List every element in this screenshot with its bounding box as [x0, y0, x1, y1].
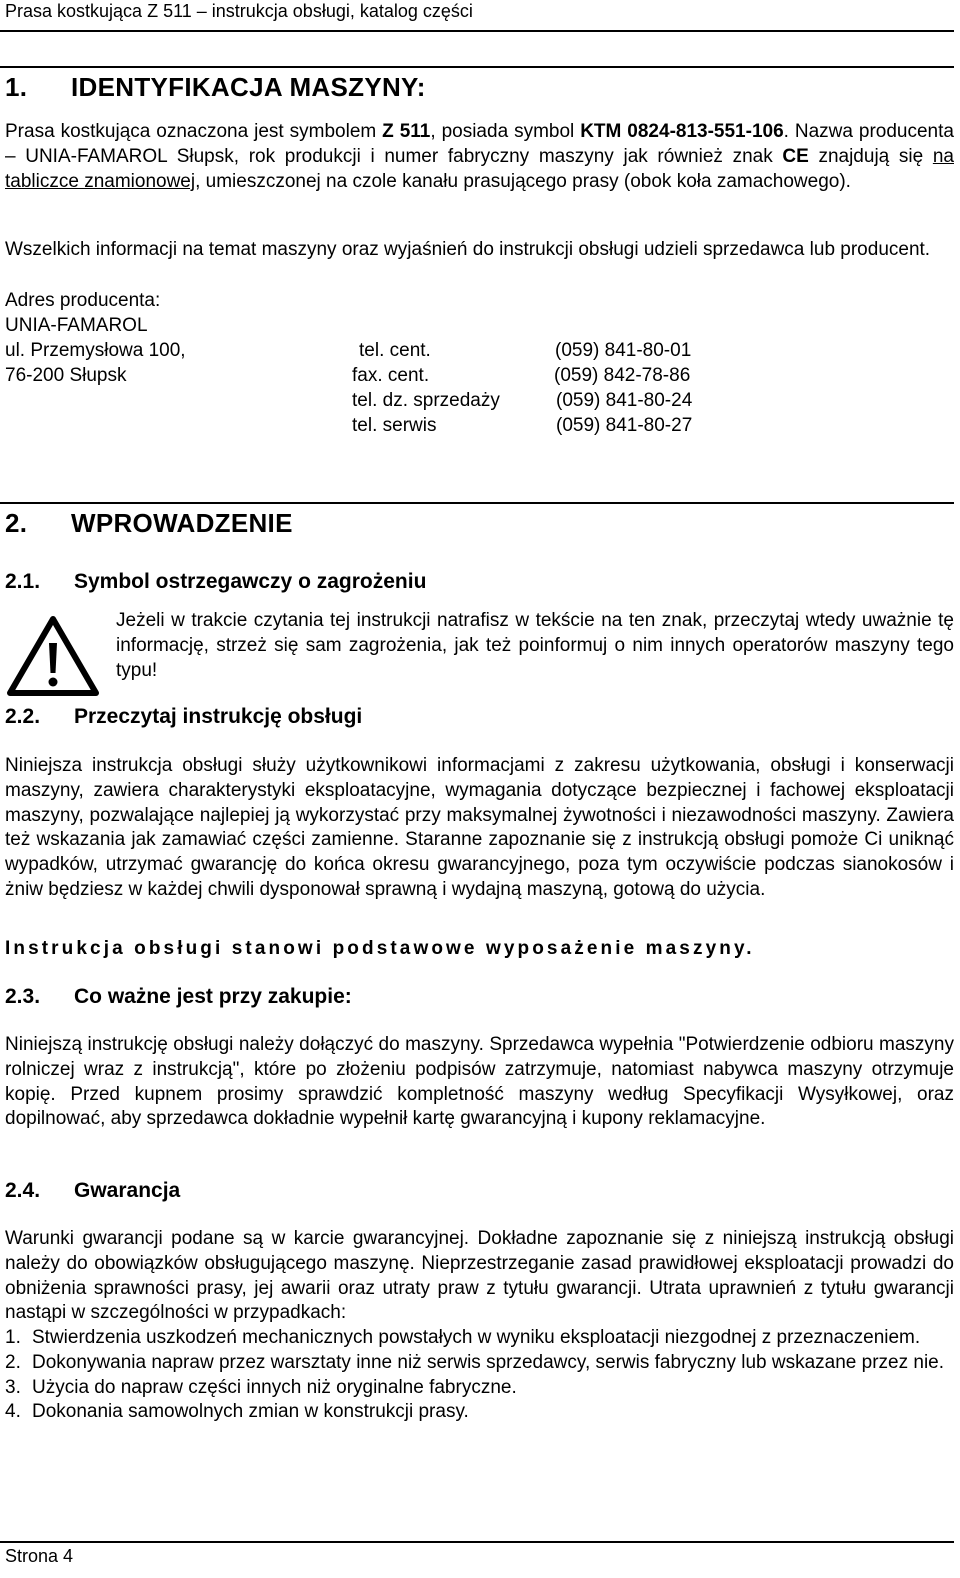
subsection-title: Gwarancja	[74, 1179, 181, 1202]
list-text: Dokonywania napraw przez warsztaty inne niż serwis sprzedawcy, serwis fabryczny lub wskazane przez nie.	[32, 1351, 945, 1373]
list-text: Dokonania samowolnych zmian w konstrukcji prasy.	[32, 1401, 469, 1423]
underlined-text: na tabliczce znamionowej	[5, 145, 954, 192]
warning-triangle-icon	[6, 615, 100, 697]
header-rule	[0, 30, 954, 32]
subsection-2-3-heading	[5, 985, 352, 1009]
contact-row	[5, 363, 765, 388]
contact-label: tel. cent.	[359, 340, 431, 361]
warranty-paragraph	[5, 1227, 954, 1326]
section-number: 1.	[5, 72, 28, 102]
text-run: , umieszczonej na czole kanału prasującego prasy (obok koła zamachowego).	[195, 170, 851, 192]
contact-row	[5, 338, 765, 363]
ktm-value: KTM 0824-813-551-106	[580, 121, 784, 142]
subsection-2-4-heading	[5, 1179, 180, 1203]
page-number: Strona 4	[5, 1546, 74, 1566]
purchase-text: Niniejszą instrukcję obsługi należy dołączyć do maszyny. Sprzedawca wypełnia "Potwierdzenie odbioru maszyny rolniczej wraz z instrukcją", które po złożeniu podpisów zatrzymuje, natomiast nabywca maszyny otrzymuje kopię. Przed kupnem prosimy sprawdzić kompletność maszyny według Specyfikacji Wysyłkowej, oraz dopilnować, aby sprzedawca dokładnie wypełnił kartę gwarancyjną i kupony reklamacyjne.	[5, 1034, 954, 1130]
info-paragraph	[5, 238, 954, 263]
list-number: 2.	[5, 1351, 21, 1373]
identification-paragraph	[5, 120, 954, 194]
section-title: IDENTYFIKACJA MASZYNY:	[71, 72, 426, 102]
list-number: 1.	[5, 1327, 21, 1348]
ce-mark: CE	[782, 145, 809, 167]
company-name: UNIA-FAMAROL	[5, 315, 148, 336]
list-item	[5, 1326, 954, 1351]
contact-label: tel. dz. sprzedaży	[352, 390, 500, 411]
list-text: Użycia do napraw części innych niż oryginalne fabryczne.	[32, 1376, 517, 1398]
list-number: 4.	[5, 1401, 21, 1423]
text-run: Prasa kostkująca oznaczona jest symbolem	[5, 121, 383, 142]
text-run: . Nazwa producenta – UNIA-FAMAROL Słupsk, rok produkcji i numer fabryczny maszyny jak również znak	[5, 121, 954, 167]
page-header: Prasa kostkująca Z 511 – instrukcja obsługi, katalog części	[5, 1, 473, 21]
manual-paragraph	[5, 754, 954, 903]
city-address: 76-200 Słupsk	[5, 365, 127, 386]
contact-value: (059) 842-78-86	[554, 365, 691, 386]
subsection-number: 2.1.	[5, 570, 41, 593]
warranty-text: Warunki gwarancji podane są w karcie gwarancyjnej. Dokładne zapoznanie się z niniejszą instrukcją obsługi należy do obowiązków obsługującego maszynę. Nieprzestrzeganie zasad prawidłowej eksploatacji prowadzi do obniżenia sprawności prasy, jej awarii oraz utraty praw z tytułu gwarancji. Utrata uprawnień z tytułu gwarancji nastąpi w szczególności w przypadkach:	[5, 1228, 954, 1324]
section-title: WPROWADZENIE	[71, 508, 293, 538]
section-rule	[0, 502, 954, 504]
subsection-title: Przeczytaj instrukcję obsługi	[74, 705, 363, 728]
manual-text: Niniejsza instrukcja obsługi służy użytkownikowi informacjami z zakresu użytkowania, obsługi i konserwacji maszyny, zawiera charakterystyki eksploatacyjne, wymagania dotyczące bezpiecznej i fachowej eksploatacji maszyny, pozwalające najlepiej ją wykorzystać przy maksymalnej żywotności i niezawodności maszyny. Zawiera też wskazania jak zamawiać części zamienne. Staranne zapoznanie się z instrukcją obsługi pomoże Ci uniknąć wypadków, utrzymać gwarancję do końca okresu gwarancyjnego, poza tym oczywiście podczas sianokosów i żniw będziesz w każdej chwili dysponował sprawną i wydajną maszyną, gotową do użycia.	[5, 755, 954, 900]
street-address: ul. Przemysłowa 100,	[5, 340, 186, 361]
footer-rule	[0, 1541, 954, 1543]
contact-value: (059) 841-80-27	[556, 415, 693, 436]
subsection-2-1-heading	[5, 570, 426, 594]
list-item	[5, 1400, 954, 1425]
subsection-number: 2.4.	[5, 1179, 41, 1202]
list-item	[5, 1376, 954, 1401]
list-text: Stwierdzenia uszkodzeń mechanicznych powstałych w wyniku eksploatacji niezgodnej z przeznaczeniem.	[32, 1327, 921, 1348]
list-item	[5, 1351, 954, 1376]
section-1-heading	[5, 72, 426, 103]
section-2-heading	[5, 508, 293, 539]
symbol-value: Z 511	[382, 121, 431, 142]
info-text: Wszelkich informacji na temat maszyny oraz wyjaśnień do instrukcji obsługi udzieli sprzedawca lub producent.	[5, 239, 931, 260]
section-rule	[0, 66, 954, 68]
list-number: 3.	[5, 1376, 21, 1398]
warning-text: Jeżeli w trakcie czytania tej instrukcji natrafisz w tekście na ten znak, przeczytaj wtedy uważnie tę informację, strzeż się sam zagrożenia, jak też poinformuj o nim innych operatorów maszyny tego typu!	[116, 610, 954, 681]
emphasis-line: Instrukcja obsługi stanowi podstawowe wyposażenie maszyny.	[5, 938, 755, 959]
subsection-2-2-heading	[5, 705, 362, 729]
contact-label: tel. serwis	[352, 415, 437, 436]
text-run: znajdują się	[808, 145, 933, 167]
subsection-title: Co ważne jest przy zakupie:	[74, 985, 352, 1008]
warranty-conditions-list	[5, 1326, 954, 1425]
contact-row	[5, 388, 765, 413]
address-label: Adres producenta:	[5, 290, 161, 311]
section-number: 2.	[5, 508, 28, 538]
text-run: , posiada symbol	[430, 121, 581, 142]
subsection-number: 2.2.	[5, 705, 41, 728]
contact-value: (059) 841-80-24	[556, 390, 693, 411]
subsection-title: Symbol ostrzegawczy o zagrożeniu	[74, 570, 427, 593]
address-company-row	[5, 313, 765, 338]
contact-row	[5, 413, 765, 438]
contact-value: (059) 841-80-01	[555, 340, 692, 361]
purchase-paragraph	[5, 1033, 954, 1132]
contact-label: fax. cent.	[352, 365, 430, 386]
address-label-row	[5, 288, 765, 313]
subsection-number: 2.3.	[5, 985, 41, 1008]
